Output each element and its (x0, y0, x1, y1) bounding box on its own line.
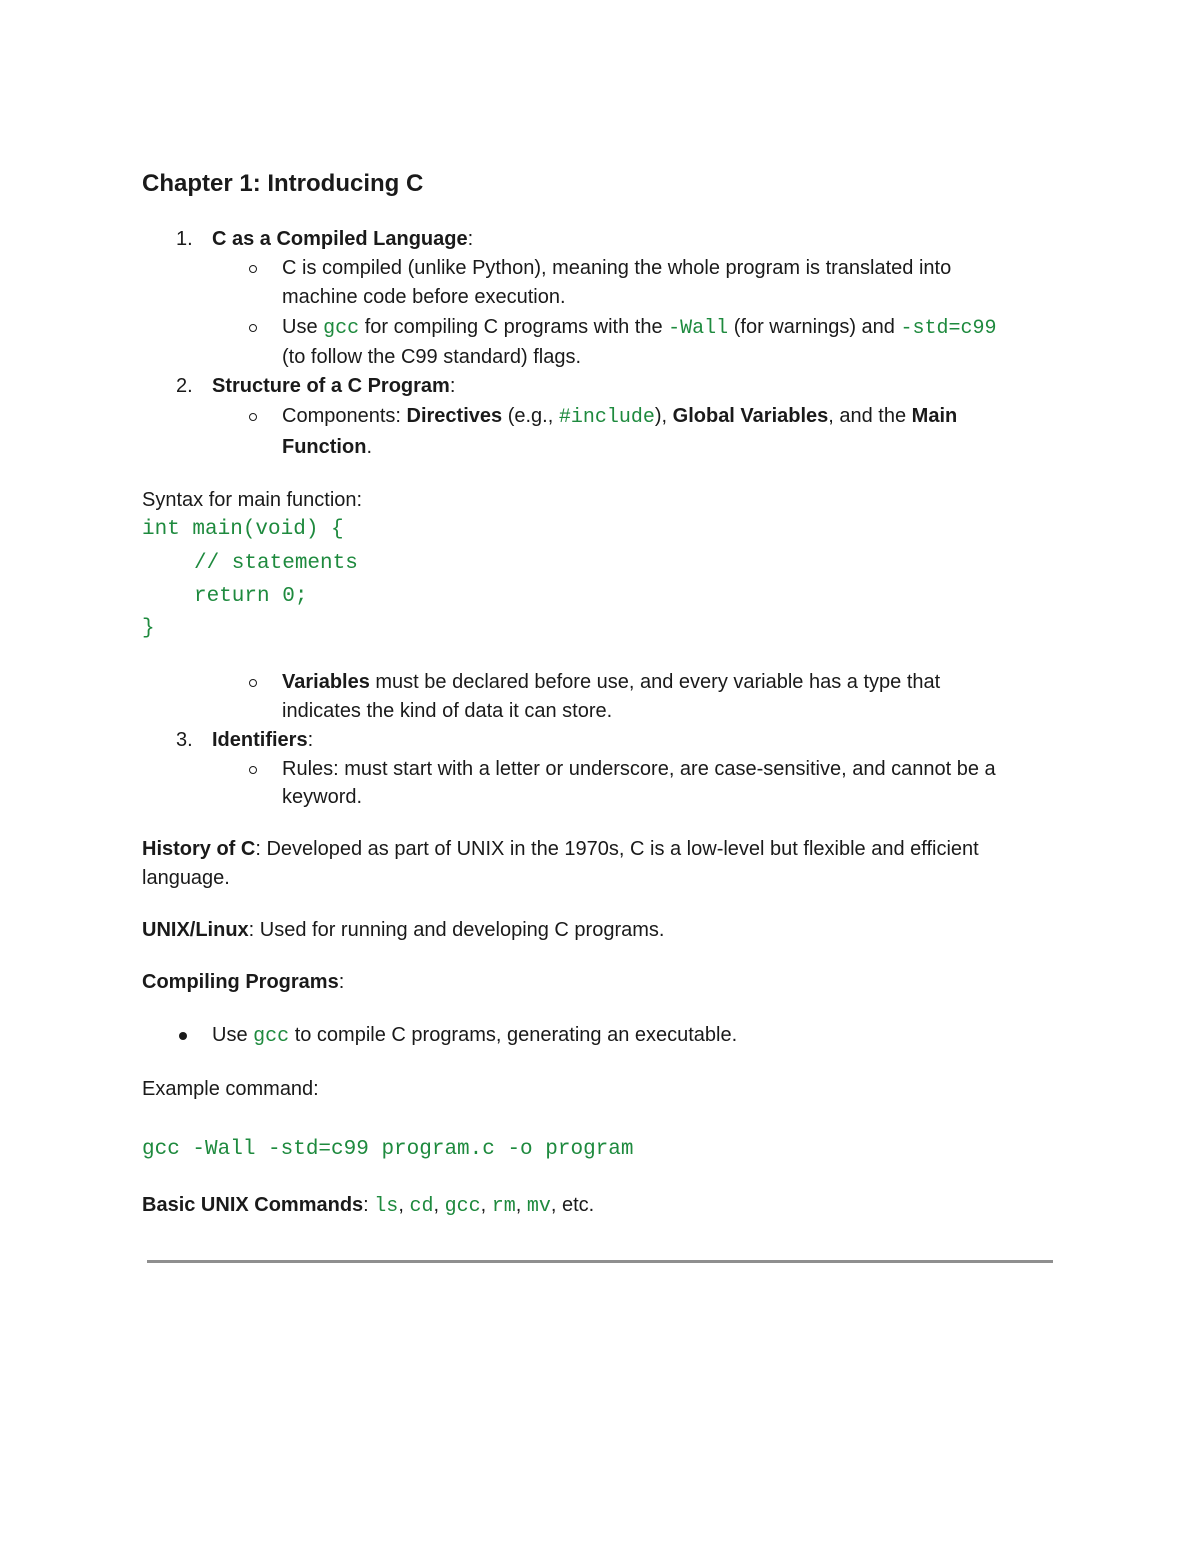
inline-code: #include (558, 406, 655, 429)
item2-heading-text: Structure of a C Program (212, 375, 450, 397)
item1-bullet2-line2: (to follow the C99 standard) flags. (282, 346, 582, 368)
bold-term: UNIX/Linux (142, 919, 249, 941)
bold-term: Compiling Programs (142, 971, 339, 993)
example-label: Example command: (142, 1078, 319, 1100)
variables-line1 (282, 671, 940, 694)
inline-code: -Wall (668, 317, 729, 340)
item3-heading-text: Identifiers (212, 729, 308, 751)
compiling-heading (142, 971, 344, 994)
text-fragment: , (398, 1194, 410, 1216)
horizontal-divider (147, 1260, 1053, 1263)
item1-heading (212, 228, 473, 251)
text-fragment: must be declared before use, and every variable has a type that (369, 671, 941, 693)
text-fragment: (for warnings) and (728, 316, 901, 338)
text-fragment: : Used for running and developing C programs. (248, 919, 665, 941)
hollow-bullet-icon (249, 265, 257, 273)
text-fragment: Use (282, 316, 324, 338)
list-number-2: 2. (176, 375, 193, 397)
hollow-bullet-icon (249, 324, 257, 332)
item2-heading-colon: : (449, 375, 456, 397)
text-fragment: : Developed as part of UNIX in the 1970s, C is a low-level but flexible and efficient (255, 838, 979, 860)
text-fragment: : (363, 1194, 375, 1216)
text-fragment: , (433, 1194, 445, 1216)
hollow-bullet-icon (249, 679, 257, 687)
item1-heading-text: C as a Compiled Language (212, 228, 468, 250)
item3-bullet1-line2: keyword. (282, 786, 363, 808)
example-command: gcc -Wall -std=c99 program.c -o program (142, 1138, 634, 1161)
bold-term: Function (282, 436, 367, 458)
item1-bullet1-line1: C is compiled (unlike Python), meaning the whole program is translated into (282, 257, 952, 279)
text-fragment: for compiling C programs with the (359, 316, 669, 338)
text-fragment: , (480, 1194, 492, 1216)
bold-term: Directives (406, 405, 503, 427)
item1-heading-colon: : (467, 228, 474, 250)
unix-paragraph (142, 919, 664, 942)
history-line1 (142, 838, 979, 861)
bold-term: Basic UNIX Commands (142, 1194, 364, 1216)
bold-term: Variables (282, 671, 370, 693)
inline-code: gcc (253, 1025, 290, 1048)
history-line2: language. (142, 867, 230, 889)
hollow-bullet-icon (249, 413, 257, 421)
code-line-4: } (142, 617, 155, 640)
bold-term: Main (911, 405, 958, 427)
variables-line2: indicates the kind of data it can store. (282, 700, 613, 722)
compiling-bullet (212, 1024, 737, 1048)
inline-code: mv (526, 1195, 551, 1218)
inline-code: cd (409, 1195, 434, 1218)
text-fragment: Use (212, 1024, 254, 1046)
item3-heading-colon: : (307, 729, 314, 751)
inline-code: gcc (444, 1195, 481, 1218)
text-fragment: to compile C programs, generating an executable. (289, 1024, 738, 1046)
filled-bullet-icon (179, 1032, 187, 1040)
hollow-bullet-icon (249, 766, 257, 774)
basic-commands (142, 1194, 594, 1218)
item2-heading (212, 375, 455, 398)
text-fragment: . (366, 436, 372, 458)
item2-bullet1-line2 (282, 436, 372, 459)
inline-code: -std=c99 (900, 317, 997, 340)
text-fragment: (e.g., (502, 405, 559, 427)
bold-term: Global Variables (672, 405, 829, 427)
item3-heading (212, 729, 313, 752)
syntax-label: Syntax for main function: (142, 489, 363, 511)
list-number-3: 3. (176, 729, 193, 751)
inline-code: ls (374, 1195, 399, 1218)
item2-bullet1-line1 (282, 405, 957, 429)
text-fragment: : (338, 971, 345, 993)
text-fragment: , and the (828, 405, 912, 427)
code-line-3: return 0; (194, 585, 308, 608)
list-number-1: 1. (176, 228, 193, 250)
text-fragment: , (515, 1194, 527, 1216)
item1-bullet2-line1 (282, 316, 996, 340)
code-line-2: // statements (194, 552, 358, 575)
inline-code: rm (491, 1195, 516, 1218)
text-fragment: Components: (282, 405, 407, 427)
item1-bullet1-line2: machine code before execution. (282, 286, 566, 308)
item3-bullet1-line1: Rules: must start with a letter or underscore, are case-sensitive, and cannot be a (282, 758, 996, 780)
text-fragment: , etc. (550, 1194, 595, 1216)
text-fragment: ), (654, 405, 673, 427)
inline-code: gcc (323, 317, 360, 340)
page-title: Chapter 1: Introducing C (142, 170, 424, 197)
code-line-1: int main(void) { (142, 518, 344, 541)
bold-term: History of C (142, 838, 256, 860)
